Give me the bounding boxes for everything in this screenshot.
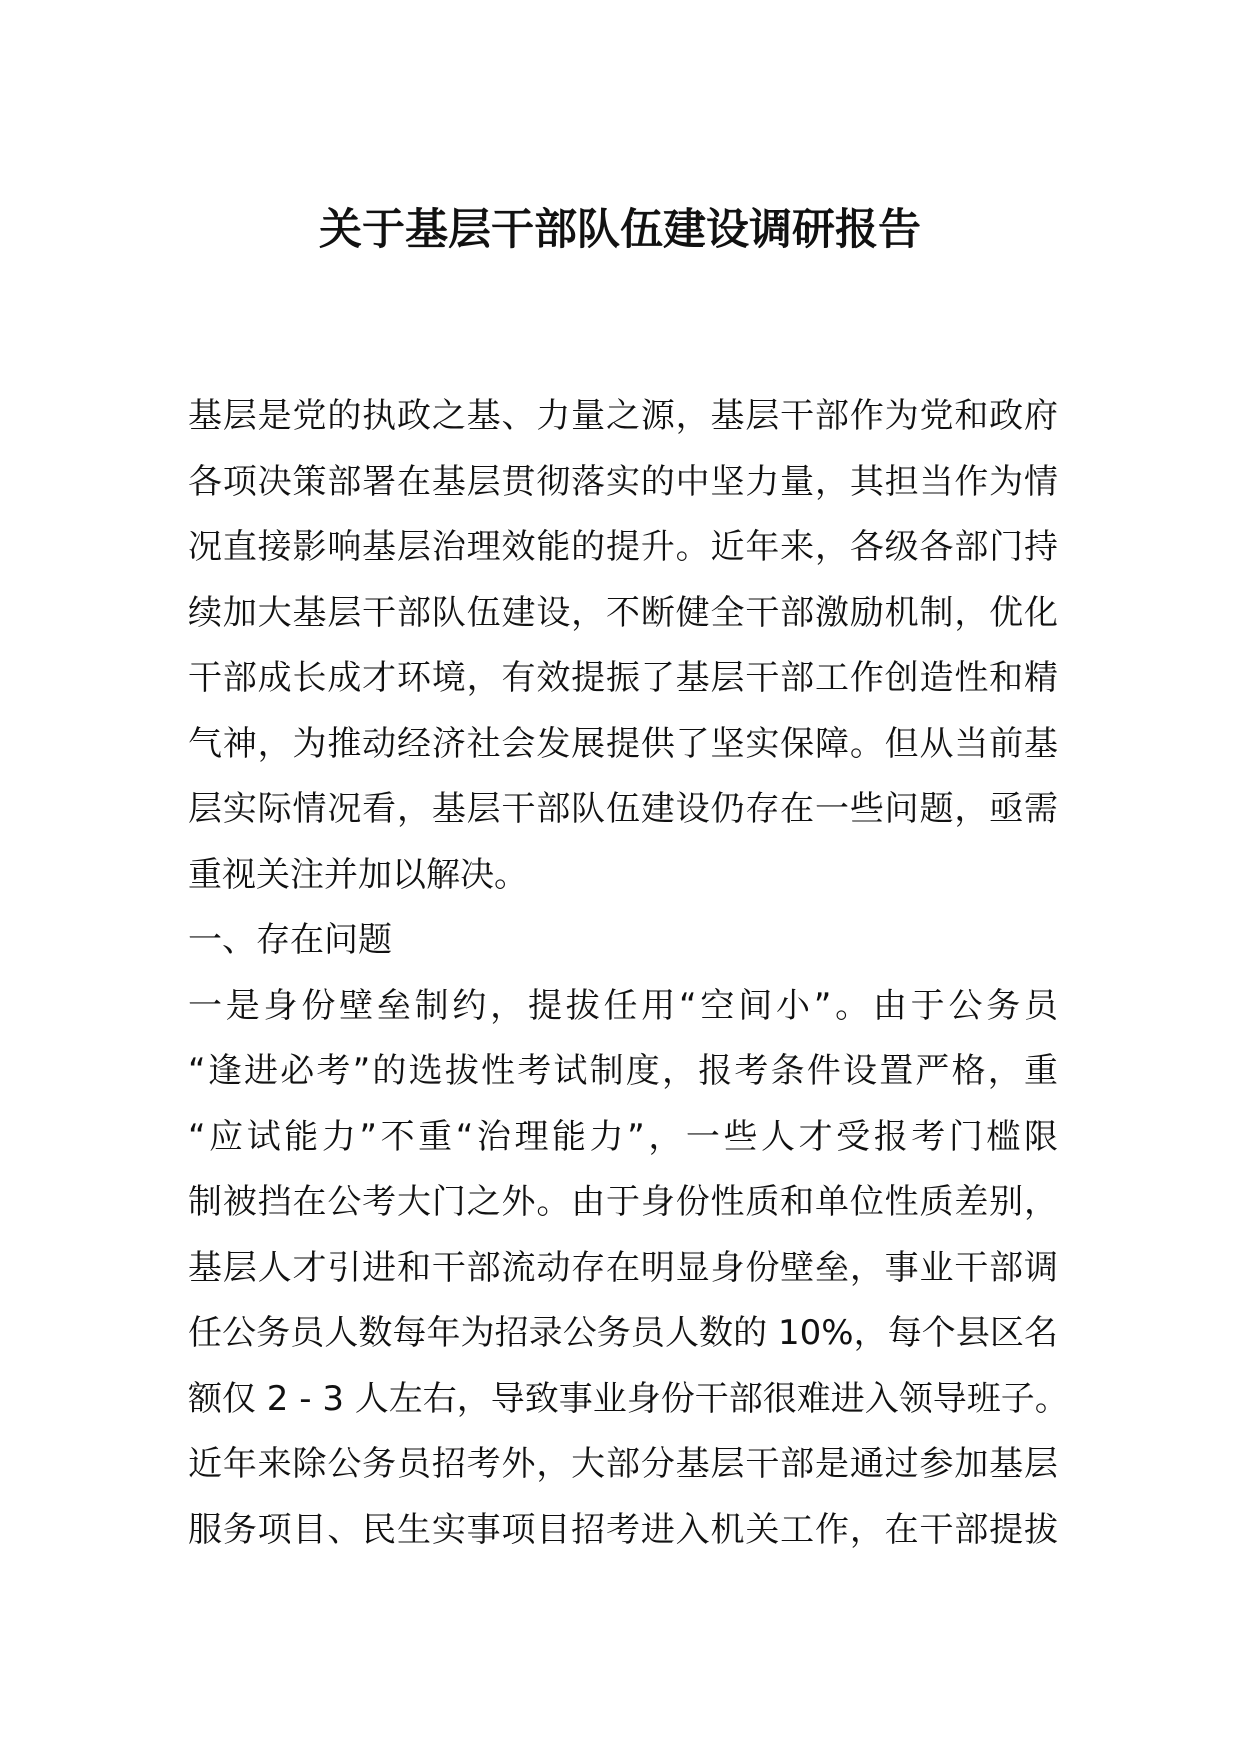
body-line: 基层人才引进和干部流动存在明显身份壁垒，事业干部调	[188, 1247, 1058, 1288]
body-line: 重视关注并加以解决。	[188, 854, 528, 895]
body-line: “应试能力”不重“治理能力”，一些人才受报考门槛限	[188, 1116, 1058, 1157]
body-line: 况直接影响基层治理效能的提升。近年来，各级各部门持	[188, 527, 1058, 567]
body-line: “逢进必考”的选拔性考试制度，报考条件设置严格，重	[188, 1051, 1058, 1091]
body-line: 任公务员人数每年为招录公务员人数的 10%，每个县区名	[188, 1313, 1058, 1353]
section-heading: 一、存在问题	[188, 920, 392, 960]
body-line: 服务项目、民生实事项目招考进入机关工作，在干部提拔	[188, 1509, 1058, 1550]
body-line: 干部成长成才环境，有效提振了基层干部工作创造性和精	[188, 658, 1058, 698]
body-line: 制被挡在公考大门之外。由于身份性质和单位性质差别，	[188, 1182, 1058, 1222]
document-title: 关于基层干部队伍建设调研报告	[319, 205, 921, 255]
body-line: 各项决策部署在基层贯彻落实的中坚力量，其担当作为情	[188, 461, 1058, 502]
body-line: 续加大基层干部队伍建设，不断健全干部激励机制，优化	[188, 592, 1058, 633]
document-body	[188, 384, 1069, 1563]
body-line: 额仅 2 - 3 人左右，导致事业身份干部很难进入领导班子。	[188, 1378, 1069, 1419]
body-line: 近年来除公务员招考外，大部分基层干部是通过参加基层	[188, 1444, 1058, 1484]
body-line: 基层是党的执政之基、力量之源，基层干部作为党和政府	[188, 396, 1058, 436]
body-line: 气神，为推动经济社会发展提供了坚实保障。但从当前基	[188, 723, 1058, 764]
body-line: 层实际情况看，基层干部队伍建设仍存在一些问题，亟需	[188, 789, 1058, 829]
body-line: 一是身份壁垒制约，提拔任用“空间小”。由于公务员	[188, 985, 1058, 1026]
